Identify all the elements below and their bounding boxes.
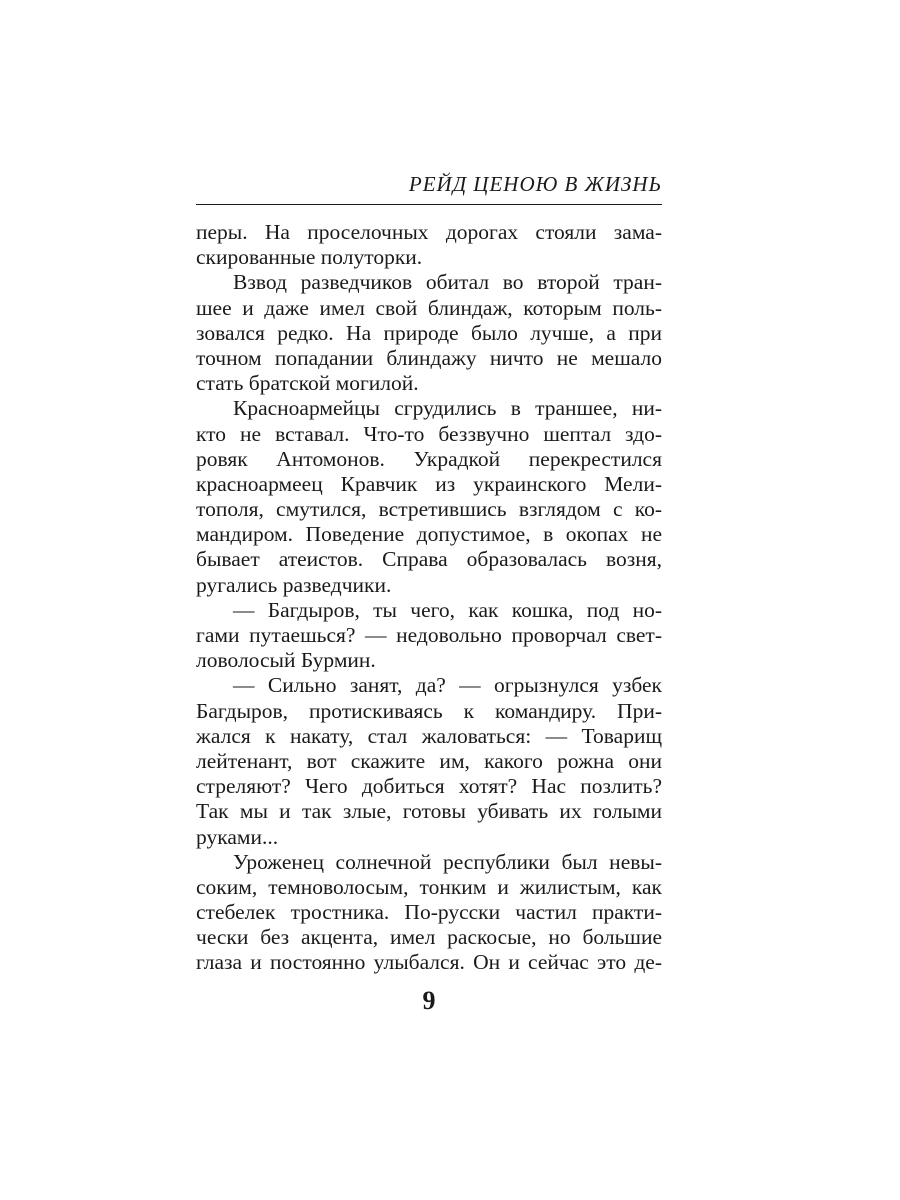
- text-line: скированные полуторки.: [196, 245, 423, 270]
- text-line: зовался редко. На природе было лучше, а при: [196, 320, 662, 345]
- text-line: Багдыров, протискиваясь к командиру. При-: [196, 698, 662, 723]
- text-line: чески без акцента, имел раскосые, но большие: [196, 925, 662, 950]
- text-line: Уроженец солнечной республики был невы-: [233, 849, 662, 874]
- text-line: — Сильно занят, да? — огрызнулся узбек: [233, 673, 662, 698]
- text-line: перы. На проселочных дорогах стояли зама-: [196, 220, 662, 244]
- text-line: точном попадании блиндажу ничто не мешало: [196, 345, 662, 370]
- page-number: 9: [422, 986, 436, 1015]
- text-line: мандиром. Поведение допустимое, в окопах не: [196, 522, 662, 547]
- text-line: кто не вставал. Что-то беззвучно шептал здо-: [196, 421, 662, 446]
- text-line: бывает атеистов. Справа образовалась возня,: [196, 547, 662, 572]
- text-line: соким, темноволосым, тонким и жилистым, как: [196, 874, 662, 899]
- text-line: шее и даже имел свой блиндаж, которым поль-: [196, 295, 662, 320]
- text-line: гами путаешься? — недовольно проворчал свет-: [196, 623, 662, 647]
- text-line: Так мы и так злые, готовы убивать их голыми: [196, 799, 662, 824]
- text-line: стебелек тростника. По-русски частил практи-: [196, 900, 662, 925]
- header-rule: [196, 204, 662, 205]
- running-head: РЕЙД ЦЕНОЮ В ЖИЗНЬ: [408, 172, 662, 196]
- body-text: [196, 220, 662, 976]
- text-line: стать братской могилой.: [196, 371, 419, 396]
- text-line: Взвод разведчиков обитал во второй тран-: [233, 270, 662, 295]
- text-line: руками...: [196, 824, 279, 849]
- text-line: стреляют? Чего добиться хотят? Нас позлить?: [196, 774, 662, 799]
- text-line: тополя, смутился, встретившись взглядом с ко-: [196, 497, 662, 522]
- text-line: красноармеец Кравчик из украинского Мели-: [196, 471, 662, 496]
- text-line: лейтенант, вот скажите им, какого рожна они: [196, 748, 662, 773]
- text-line: Красноармейцы сгрудились в траншее, ни-: [233, 396, 662, 421]
- text-line: ругались разведчики.: [196, 572, 392, 597]
- text-line: глаза и постоянно улыбался. Он и сейчас это де-: [196, 950, 662, 975]
- text-line: ровяк Антомонов. Украдкой перекрестился: [196, 446, 662, 471]
- text-line: — Багдыров, ты чего, как кошка, под но-: [233, 597, 662, 622]
- text-line: жался к накату, стал жаловаться: — Товарищ: [196, 723, 662, 748]
- text-line: ловолосый Бурмин.: [196, 648, 376, 673]
